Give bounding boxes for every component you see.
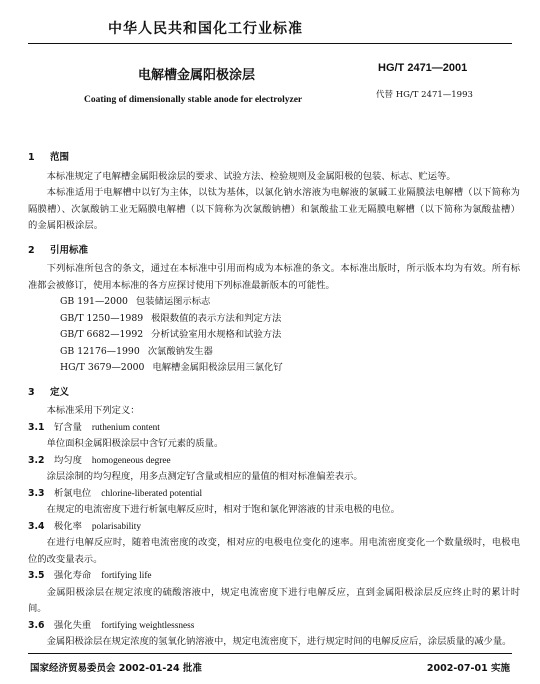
term-heading (28, 519, 520, 536)
term-english: fortifying life (101, 571, 152, 581)
section-number: 3 (28, 386, 35, 398)
term-chinese: 极化率 (54, 520, 82, 532)
issuing-org-header: 中华人民共和国化工行业标准 (108, 21, 303, 37)
title-english: Coating of dimensionally stable anode for electrolyzer (84, 95, 303, 105)
term-english: chlorine-liberated potential (101, 488, 203, 499)
term-number: 3.4 (28, 520, 45, 532)
term-definition: 在进行电解反应时，随着电流密度的改变，相对应的电极电位变化的速率。用电流密度变化一个数量级时，电极电位的改变量表示。 (28, 537, 520, 565)
term-heading (28, 568, 520, 585)
paragraph: 本标准采用下列定义： (46, 405, 140, 416)
effective-date: 2002-07-01 实施 (426, 663, 510, 674)
replaces-standard: 代替 HG/T 2471—1993 (376, 90, 473, 100)
term-definition: 金属阳极涂层在规定浓度的硫酸溶液中，规定电流密度下进行电解反应，直到金属阳极涂层反应终止时的累计时间。 (28, 586, 520, 614)
term-heading (28, 486, 520, 503)
term-english: polarisability (91, 521, 141, 532)
issue-info: 国家经济贸易委员会 2002-01-24 批准 (30, 663, 202, 674)
paragraph: 下列标准所包含的条文，通过在本标准中引用而构成为本标准的条文。本标准出版时，所示版本均为有效。所有标准都会被修订，使用本标准的各方应探讨使用下列标准最新版本的可能性。 (28, 263, 520, 291)
section-title: 引用标准 (50, 244, 89, 256)
term-chinese: 强化寿命 (54, 570, 92, 581)
section-heading-normative-references (28, 243, 520, 260)
paragraph: 本标准适用于电解槽中以钌为主体，以钛为基体，以氯化钠水溶液为电解液的氯碱工业隔膜法电解槽（以下简称为隔膜槽）、次氯酸钠工业无隔膜电解槽（以下简称为次氯酸钠槽）和氯酸盐工业无隔膜电解槽（以下简称为氯酸盐槽）的金属阳极涂层。 (28, 187, 520, 231)
term-english: ruthenium content (91, 422, 160, 433)
section-heading-scope (28, 150, 520, 167)
reference-code: GB 12176—1990 (60, 345, 140, 357)
reference-item (60, 360, 520, 377)
reference-code: GB/T 1250—1989 (60, 312, 144, 324)
paragraph: 本标准规定了电解槽金属阳极涂层的要求、试验方法、检验规则及金属阳极的包装、标志、贮运等。 (46, 170, 456, 182)
term-english: homogeneous degree (91, 455, 171, 466)
term-chinese: 强化失重 (54, 619, 92, 631)
reference-title: 极限数值的表示方法和判定方法 (151, 312, 282, 324)
term-chinese: 均匀度 (54, 454, 82, 466)
document-body (28, 150, 520, 651)
term-definition: 涂层涂制的均匀程度，用多点测定钌含量或相应的量值的相对标准偏差表示。 (46, 471, 363, 482)
term-definition: 金属阳极涂层在规定浓度的氢氧化钠溶液中，规定电流密度下，进行规定时间的电解反应后，涂层质量的减少量。 (46, 636, 512, 647)
reference-title: 电解槽金属阳极涂层用三氯化钌 (152, 362, 283, 373)
section-number: 2 (28, 244, 35, 256)
term-number: 3.6 (28, 619, 45, 631)
section-title: 定义 (50, 386, 70, 398)
standard-code: HG/T 2471—2001 (378, 62, 468, 74)
term-chinese: 析氯电位 (54, 487, 92, 499)
term-heading (28, 420, 520, 437)
reference-title: 包装储运图示标志 (135, 296, 211, 307)
reference-code: GB/T 6682—1992 (60, 329, 144, 340)
term-number: 3.3 (28, 487, 45, 499)
reference-title: 分析试验室用水规格和试验方法 (151, 329, 282, 340)
reference-item (60, 311, 520, 328)
section-number: 1 (28, 152, 35, 163)
reference-item (60, 344, 520, 361)
reference-title: 次氯酸钠发生器 (147, 345, 213, 357)
term-definition: 单位面积金属阳极涂层中含钌元素的质量。 (46, 438, 224, 449)
term-number: 3.2 (28, 454, 45, 466)
header-rule (28, 43, 512, 44)
reference-item (60, 327, 520, 344)
title-chinese: 电解槽金属阳极涂层 (138, 68, 256, 83)
section-title: 范围 (50, 152, 70, 163)
reference-item (60, 294, 520, 311)
footer-rule (28, 653, 512, 654)
section-heading-definitions (28, 385, 520, 402)
term-number: 3.1 (28, 421, 45, 433)
term-chinese: 钌含量 (54, 421, 82, 433)
term-heading (28, 453, 520, 470)
term-heading (28, 618, 520, 635)
term-definition: 在规定的电流密度下进行析氯电解反应时，相对于饱和氯化钾溶液的甘汞电极的电位。 (46, 504, 400, 515)
reference-code: HG/T 3679—2000 (60, 362, 145, 373)
term-number: 3.5 (28, 570, 45, 581)
reference-code: GB 191—2000 (60, 296, 128, 307)
term-english: fortifying weightlessness (101, 620, 195, 631)
